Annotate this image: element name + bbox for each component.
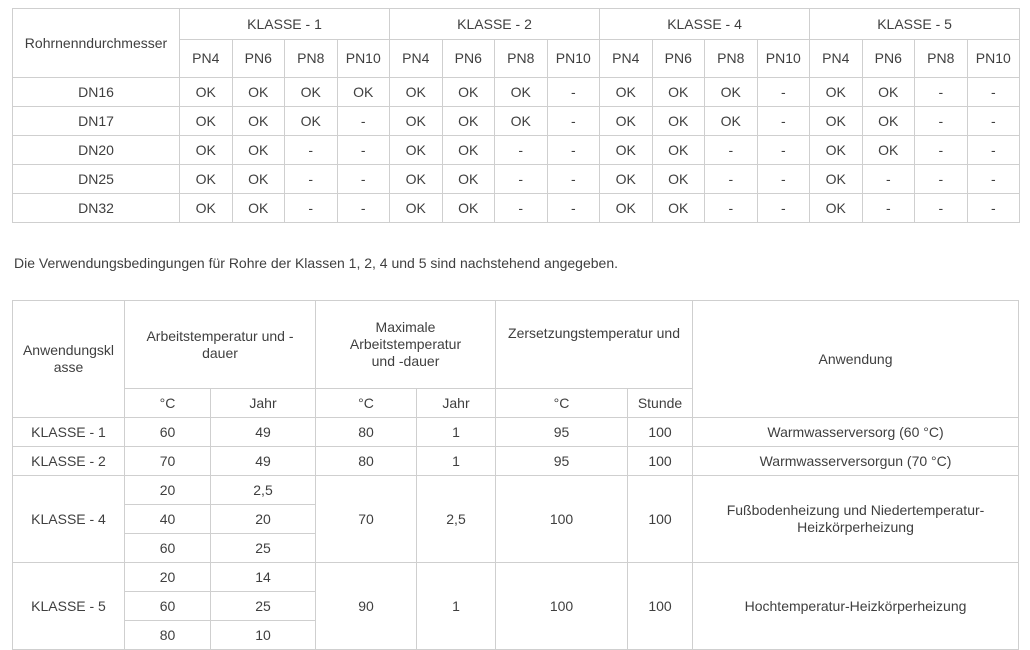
compatibility-cell: OK: [862, 136, 915, 165]
compatibility-cell: -: [862, 165, 915, 194]
compatibility-cell: OK: [180, 107, 233, 136]
work-temp: 70: [125, 447, 211, 476]
compatibility-cell: -: [547, 78, 600, 107]
compatibility-cell: OK: [600, 107, 653, 136]
work-years: 20: [211, 505, 316, 534]
pressure-header-pn4: PN4: [600, 40, 653, 78]
max-temp: 80: [316, 418, 417, 447]
decomp-hours: 100: [628, 418, 693, 447]
pressure-header-pn10: PN10: [757, 40, 810, 78]
decomp-temp: 95: [496, 447, 628, 476]
pressure-header-pn8: PN8: [285, 40, 338, 78]
anwendungsklasse-header: Anwendungskl asse: [13, 301, 125, 418]
klasse-1-header: KLASSE - 1: [180, 9, 390, 40]
compatibility-cell: OK: [652, 165, 705, 194]
application: Warmwasserversorgun (70 °C): [693, 447, 1019, 476]
pressure-header-pn8: PN8: [495, 40, 548, 78]
work-years: 49: [211, 418, 316, 447]
application: Fußbodenheizung und Niedertemperatur-Heizkörperheizung: [693, 476, 1019, 563]
compatibility-cell: OK: [285, 107, 338, 136]
compatibility-cell: -: [705, 136, 758, 165]
max-temp: 70: [316, 476, 417, 563]
work-temp: 40: [125, 505, 211, 534]
compatibility-cell: OK: [862, 107, 915, 136]
compatibility-cell: -: [967, 107, 1020, 136]
decomp-hours: 100: [628, 476, 693, 563]
compatibility-cell: OK: [810, 107, 863, 136]
pressure-header-pn10: PN10: [337, 40, 390, 78]
compatibility-cell: -: [967, 165, 1020, 194]
decomp-temp: 100: [496, 476, 628, 563]
table-row: [13, 418, 1019, 447]
work-temp: 20: [125, 563, 211, 592]
decomp-hours: 100: [628, 563, 693, 650]
work-years: 14: [211, 563, 316, 592]
compatibility-cell: OK: [232, 107, 285, 136]
compatibility-cell: OK: [600, 165, 653, 194]
compatibility-cell: OK: [600, 78, 653, 107]
max-temp: 90: [316, 563, 417, 650]
nominal-diameter: DN17: [13, 107, 180, 136]
compatibility-cell: -: [967, 78, 1020, 107]
pressure-header-pn6: PN6: [232, 40, 285, 78]
compatibility-cell: OK: [442, 194, 495, 223]
pressure-header-pn4: PN4: [810, 40, 863, 78]
usage-conditions-table: [12, 300, 1019, 650]
decomp-temp: 95: [496, 418, 628, 447]
work-years: 49: [211, 447, 316, 476]
compatibility-cell: OK: [180, 194, 233, 223]
compatibility-cell: -: [915, 107, 968, 136]
celsius-header: °C: [316, 389, 417, 418]
klasse-4-header: KLASSE - 4: [600, 9, 810, 40]
table-row: [13, 476, 1019, 505]
pressure-header-pn6: PN6: [442, 40, 495, 78]
compatibility-cell: OK: [442, 165, 495, 194]
max-years: 1: [417, 447, 496, 476]
compatibility-cell: -: [862, 194, 915, 223]
decomp-hours: 100: [628, 447, 693, 476]
compatibility-cell: -: [495, 136, 548, 165]
compatibility-cell: OK: [705, 107, 758, 136]
compatibility-cell: OK: [442, 136, 495, 165]
table-row: [13, 447, 1019, 476]
compatibility-cell: OK: [180, 136, 233, 165]
compatibility-cell: OK: [652, 78, 705, 107]
nominal-diameter: DN32: [13, 194, 180, 223]
work-temp: 60: [125, 534, 211, 563]
compatibility-cell: -: [915, 165, 968, 194]
compatibility-cell: OK: [390, 194, 443, 223]
compatibility-cell: OK: [495, 78, 548, 107]
compatibility-cell: -: [285, 165, 338, 194]
max-years: 1: [417, 418, 496, 447]
application: Warmwasserversorg (60 °C): [693, 418, 1019, 447]
pressure-header-pn10: PN10: [547, 40, 600, 78]
compatibility-cell: OK: [390, 78, 443, 107]
compatibility-cell: -: [757, 165, 810, 194]
compatibility-cell: OK: [232, 136, 285, 165]
compatibility-cell: -: [757, 136, 810, 165]
compatibility-cell: -: [915, 78, 968, 107]
arbeitstemperatur-header: Arbeitstemperatur und -dauer: [125, 301, 316, 389]
compatibility-cell: OK: [390, 107, 443, 136]
compatibility-cell: -: [705, 194, 758, 223]
compatibility-cell: OK: [652, 136, 705, 165]
compatibility-cell: OK: [810, 165, 863, 194]
compatibility-cell: OK: [652, 194, 705, 223]
stunde-header: Stunde: [628, 389, 693, 418]
compatibility-cell: OK: [232, 194, 285, 223]
compatibility-cell: -: [915, 194, 968, 223]
work-years: 2,5: [211, 476, 316, 505]
work-years: 10: [211, 621, 316, 650]
compatibility-cell: OK: [337, 78, 390, 107]
usage-conditions-sentence: Die Verwendungsbedingungen für Rohre der Klassen 1, 2, 4 und 5 sind nachstehend angegeben.: [14, 255, 619, 271]
compatibility-cell: -: [705, 165, 758, 194]
compatibility-cell: OK: [495, 107, 548, 136]
compatibility-cell: -: [337, 194, 390, 223]
compatibility-cell: -: [337, 107, 390, 136]
compatibility-cell: OK: [705, 78, 758, 107]
nominal-diameter: DN25: [13, 165, 180, 194]
application: Hochtemperatur-Heizkörperheizung: [693, 563, 1019, 650]
class-label: KLASSE - 5: [13, 563, 125, 650]
rohrnenndurchmesser-header: Rohrnenndurchmesser: [13, 9, 180, 78]
pressure-header-pn6: PN6: [862, 40, 915, 78]
jahr-header: Jahr: [211, 389, 316, 418]
zersetzungstemperatur-header: Zersetzungstemperatur und: [496, 301, 693, 389]
compatibility-cell: OK: [390, 165, 443, 194]
celsius-header: °C: [496, 389, 628, 418]
max-arbeitstemperatur-header: Maximale Arbeitstemperatur und -dauer: [316, 301, 496, 389]
compatibility-cell: OK: [810, 194, 863, 223]
work-temp: 60: [125, 592, 211, 621]
pressure-header-pn10: PN10: [967, 40, 1020, 78]
compatibility-cell: OK: [232, 78, 285, 107]
compatibility-cell: OK: [232, 165, 285, 194]
compatibility-cell: OK: [442, 107, 495, 136]
compatibility-cell: -: [285, 136, 338, 165]
compatibility-cell: -: [337, 165, 390, 194]
compatibility-cell: -: [757, 107, 810, 136]
compatibility-cell: OK: [442, 78, 495, 107]
compatibility-cell: -: [495, 165, 548, 194]
compatibility-cell: -: [967, 136, 1020, 165]
compatibility-cell: -: [547, 194, 600, 223]
compatibility-cell: OK: [862, 78, 915, 107]
compatibility-cell: -: [285, 194, 338, 223]
klasse-2-header: KLASSE - 2: [390, 9, 600, 40]
table-row: [13, 107, 1020, 136]
work-years: 25: [211, 534, 316, 563]
max-years: 1: [417, 563, 496, 650]
compatibility-cell: OK: [810, 78, 863, 107]
work-temp: 80: [125, 621, 211, 650]
compatibility-cell: -: [757, 194, 810, 223]
anwendung-header: Anwendung: [693, 301, 1019, 418]
jahr-header: Jahr: [417, 389, 496, 418]
table-row: [13, 563, 1019, 592]
compatibility-cell: OK: [180, 165, 233, 194]
work-years: 25: [211, 592, 316, 621]
compatibility-cell: OK: [285, 78, 338, 107]
nominal-diameter: DN16: [13, 78, 180, 107]
class-label: KLASSE - 1: [13, 418, 125, 447]
table-row: [13, 78, 1020, 107]
pressure-header-pn4: PN4: [390, 40, 443, 78]
max-years: 2,5: [417, 476, 496, 563]
table-row: [13, 136, 1020, 165]
compatibility-cell: -: [337, 136, 390, 165]
celsius-header: °C: [125, 389, 211, 418]
compatibility-cell: -: [967, 194, 1020, 223]
compatibility-cell: -: [495, 194, 548, 223]
work-temp: 60: [125, 418, 211, 447]
pressure-class-table: [12, 8, 1020, 223]
max-temp: 80: [316, 447, 417, 476]
compatibility-cell: -: [547, 107, 600, 136]
table-row: [13, 194, 1020, 223]
pressure-header-pn8: PN8: [705, 40, 758, 78]
nominal-diameter: DN20: [13, 136, 180, 165]
klasse-5-header: KLASSE - 5: [810, 9, 1020, 40]
work-temp: 20: [125, 476, 211, 505]
compatibility-cell: OK: [390, 136, 443, 165]
compatibility-cell: OK: [600, 194, 653, 223]
compatibility-cell: -: [547, 136, 600, 165]
class-label: KLASSE - 2: [13, 447, 125, 476]
compatibility-cell: -: [915, 136, 968, 165]
compatibility-cell: OK: [810, 136, 863, 165]
compatibility-cell: OK: [652, 107, 705, 136]
decomp-temp: 100: [496, 563, 628, 650]
table-row: [13, 165, 1020, 194]
class-label: KLASSE - 4: [13, 476, 125, 563]
compatibility-cell: OK: [180, 78, 233, 107]
pressure-header-pn6: PN6: [652, 40, 705, 78]
compatibility-cell: -: [757, 78, 810, 107]
compatibility-cell: OK: [600, 136, 653, 165]
pressure-header-pn4: PN4: [180, 40, 233, 78]
compatibility-cell: -: [547, 165, 600, 194]
pressure-header-pn8: PN8: [915, 40, 968, 78]
